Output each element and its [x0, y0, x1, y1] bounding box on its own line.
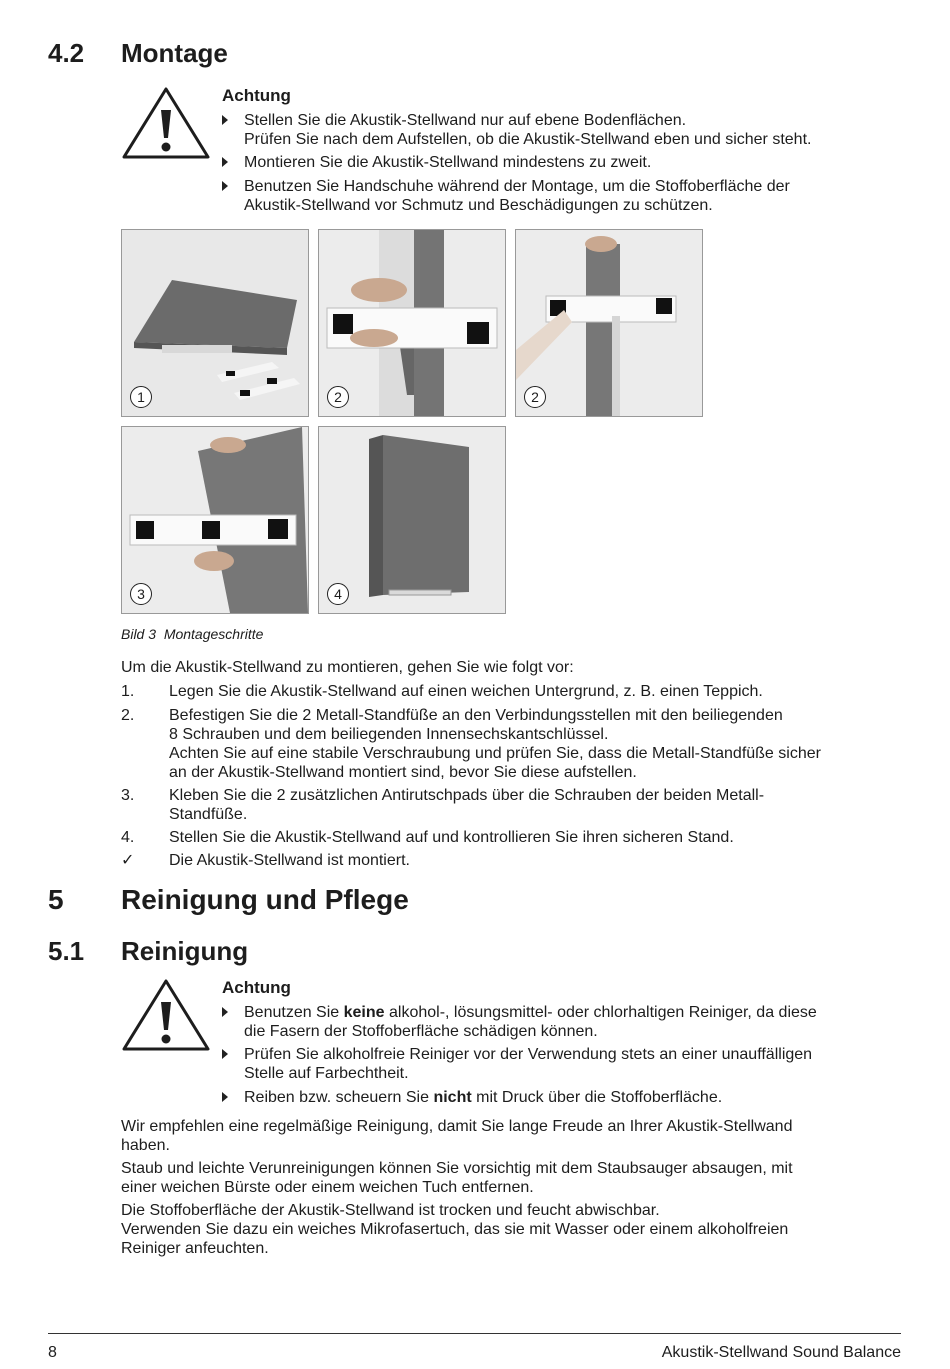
step-badge: 4: [327, 583, 349, 605]
step-item: 2. Befestigen Sie die 2 Metall-Standfüße an den Verbindungsstellen mit den beiliegenden 8 Schrauben und dem beiliegenden Innensechskantschlüssel. Achten Sie auf eine stabile Verschraubung und prüfen Sie, dass die Metall-Standfüße sicher an der Akustik-Stellwand montiert sind, bevor Sie diese aufstellen.: [121, 707, 821, 781]
warning-item: Reiben bzw. scheuern Sie nicht mit Druck über die Stoffoberfläche.: [222, 1088, 904, 1107]
bullet-triangle-icon: [222, 157, 228, 167]
warning-item: Benutzen Sie Handschuhe während der Montage, um die Stoffoberfläche der Akustik-Stellwand vor Schmutz und Beschädigungen zu schützen.: [222, 177, 904, 215]
footer-product-name: Akustik-Stellwand Sound Balance: [661, 1344, 901, 1361]
bullet-triangle-icon: [222, 1049, 228, 1059]
assembly-photo-1: [121, 229, 309, 417]
checkmark-icon: ✓: [121, 852, 135, 869]
assembly-photo-3: [121, 426, 309, 614]
paragraph: Staub und leichte Verunreinigungen können Sie vorsichtig mit dem Staubsauger absaugen, mit einer weichen Bürste oder einem weichen Tuch entfernen.: [121, 1160, 793, 1196]
warning-title: Achtung: [222, 978, 291, 997]
chapter-title: Reinigung und Pflege: [121, 884, 409, 915]
step-result: ✓ Die Akustik-Stellwand ist montiert.: [121, 852, 410, 869]
section-number: 5.1: [48, 936, 85, 966]
warning-item: Montieren Sie die Akustik-Stellwand mindestens zu zweit.: [222, 153, 904, 172]
warning-item: Benutzen Sie keine alkohol-, lösungsmittel- oder chlorhaltigen Reiniger, da diese die Fasern der Stoffoberfläche schädigen können.: [222, 1003, 904, 1041]
assembly-photo-2a: [318, 229, 506, 417]
paragraph: Wir empfehlen eine regelmäßige Reinigung, damit Sie lange Freude an Ihrer Akustik-Stellwand haben.: [121, 1118, 793, 1154]
bullet-triangle-icon: [222, 181, 228, 191]
warning-triangle-icon: [121, 86, 211, 160]
bullet-triangle-icon: [222, 115, 228, 125]
assembly-photo-2b: [515, 229, 703, 417]
section-title: Montage: [121, 38, 228, 68]
section-number: 4.2: [48, 38, 85, 68]
page-number: 8: [48, 1344, 57, 1361]
footer-divider: [48, 1333, 901, 1334]
step-item: 1. Legen Sie die Akustik-Stellwand auf einen weichen Untergrund, z. B. einen Teppich.: [121, 683, 763, 700]
step-badge: 2: [327, 386, 349, 408]
warning-item: Stellen Sie die Akustik-Stellwand nur auf ebene Bodenflächen. Prüfen Sie nach dem Aufstellen, ob die Akustik-Stellwand eben und sicher steht.: [222, 111, 904, 149]
step-badge: 2: [524, 386, 546, 408]
warning-triangle-icon: [121, 978, 211, 1052]
bullet-triangle-icon: [222, 1092, 228, 1102]
warning-item: Prüfen Sie alkoholfreie Reiniger vor der Verwendung stets an einer unauffälligen Stelle auf Farbechtheit.: [222, 1045, 904, 1083]
paragraph: Die Stoffoberfläche der Akustik-Stellwand ist trocken und feucht abwischbar. Verwenden Sie dazu ein weiches Mikrofasertuch, das sie mit Wasser oder einem alkoholfreien Reiniger anfeuchten.: [121, 1202, 789, 1257]
figure-caption: Bild 3 Montageschritte: [121, 626, 264, 642]
assembly-photo-4: [318, 426, 506, 614]
step-badge: 3: [130, 583, 152, 605]
section-title: Reinigung: [121, 936, 249, 966]
step-item: 4. Stellen Sie die Akustik-Stellwand auf und kontrollieren Sie ihren sicheren Stand.: [121, 829, 734, 846]
step-badge: 1: [130, 386, 152, 408]
instructions-intro: Um die Akustik-Stellwand zu montieren, gehen Sie wie folgt vor:: [121, 659, 574, 676]
step-item: 3. Kleben Sie die 2 zusätzlichen Antirutschpads über die Schrauben der beiden Metall- Standfüße.: [121, 787, 765, 823]
warning-title: Achtung: [222, 86, 291, 105]
bullet-triangle-icon: [222, 1007, 228, 1017]
chapter-number: 5: [48, 884, 64, 915]
